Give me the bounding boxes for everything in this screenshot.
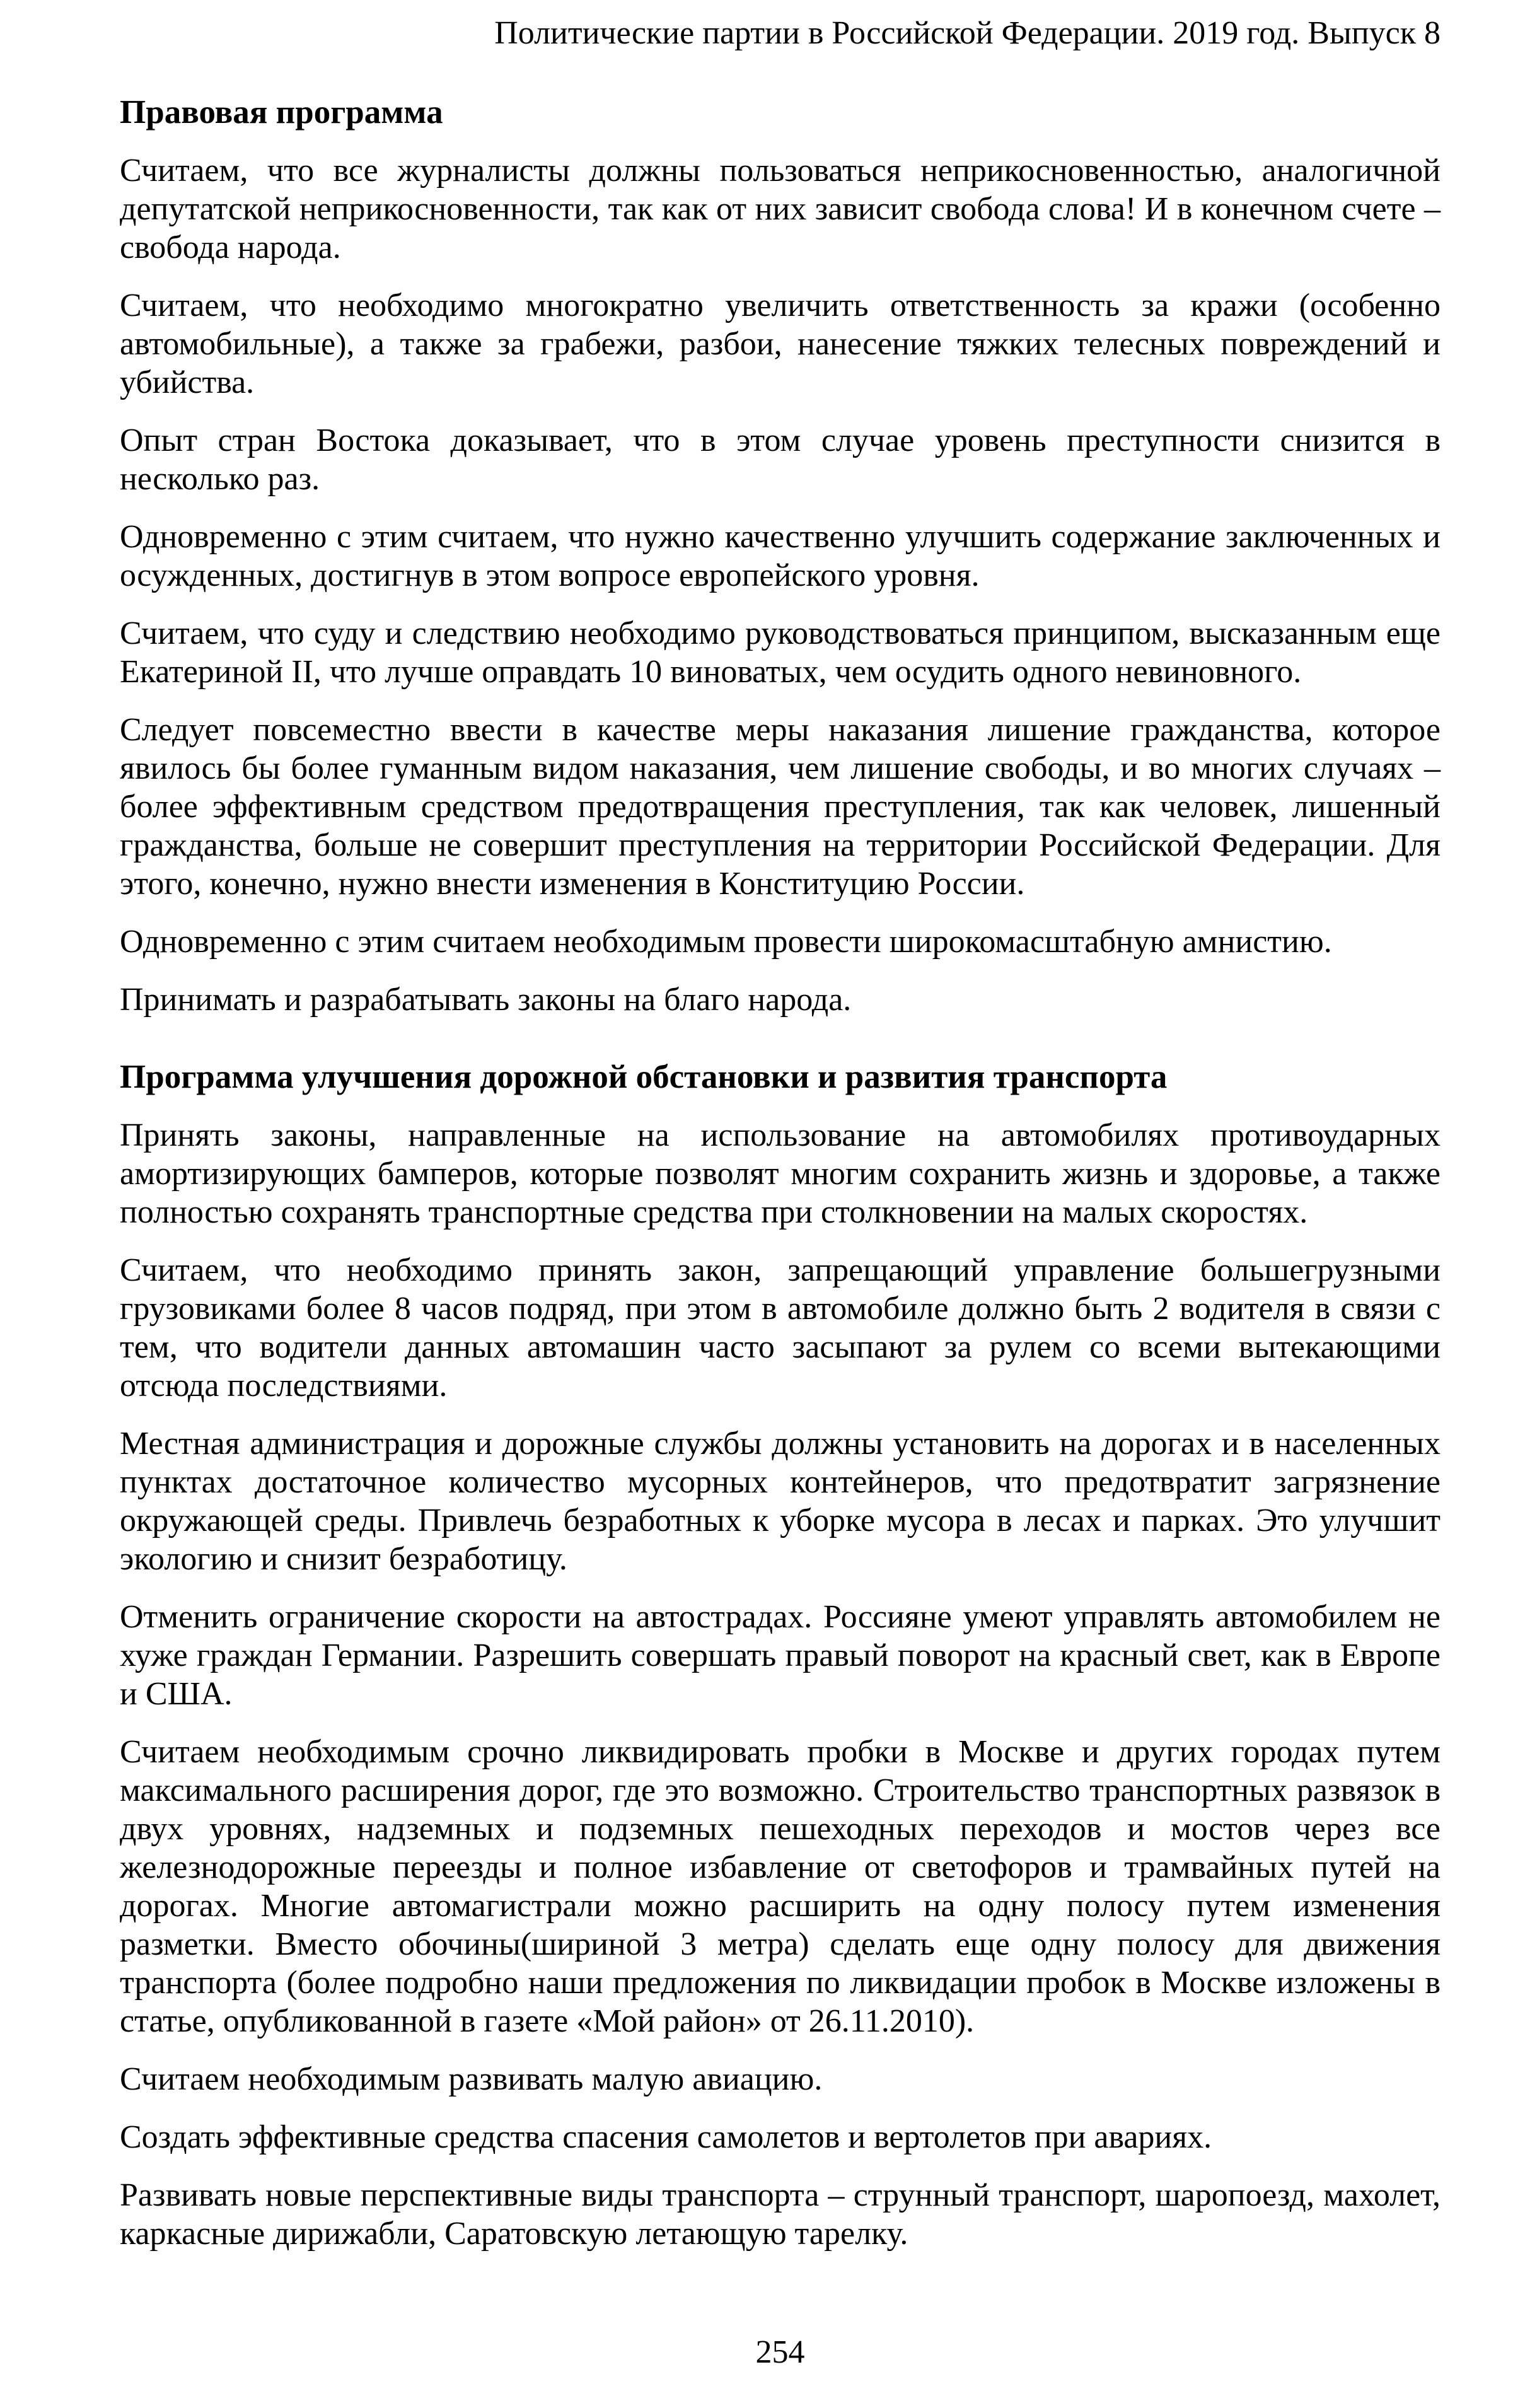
paragraph: Считаем, что все журналисты должны пользоваться неприкосновенностью, аналогичной депутатской неприкосновенности, так как от них зависит свобода слова! И в конечном счете – свобода народа. bbox=[120, 153, 1441, 265]
paragraph: Считаем, что суду и следствию необходимо руководствоваться принципом, высказанным еще Екатериной II, что лучше оправдать 10 виноватых, чем осудить одного невиновного. bbox=[120, 615, 1441, 690]
section-transport-program bbox=[120, 1058, 1441, 2253]
paragraph: Считаем необходимым срочно ликвидировать пробки в Москве и других городах путем максимального расширения дорог, где это возможно. Строительство транспортных развязок в двух уровнях, надземных и подземных пешеходных переходов и мостов через все железнодорожные переезды и полное избавление от светофоров и трамвайных путей на дорогах. Многие автомагистрали можно расширить на одну полосу путем изменения разметки. Вместо обочины(шириной 3 метра) сделать еще одну полосу для движения транспорта (более подробно наши предложения по ликвидации пробок в Москве изложены в статье, опубликованной в газете «Мой район» от 26.11.2010). bbox=[120, 1734, 1441, 2039]
running-header: Политические партии в Российской Федерации. 2019 год. Выпуск 8 bbox=[494, 15, 1441, 51]
paragraph: Одновременно с этим считаем необходимым провести широкомасштабную амнистию. bbox=[120, 924, 1332, 960]
paragraph: Создать эффективные средства спасения самолетов и вертолетов при авариях. bbox=[120, 2119, 1212, 2155]
paragraph: Принимать и разрабатывать законы на благо народа. bbox=[120, 982, 852, 1018]
section-legal-program bbox=[120, 93, 1441, 1019]
paragraph: Местная администрация и дорожные службы должны установить на дорогах и в населенных пунктах достаточное количество мусорных контейнеров, что предотвратит загрязнение окружающей среды. Привлечь безработных к уборке мусора в лесах и парках. Это улучшит экологию и снизит безработицу. bbox=[120, 1426, 1441, 1577]
paragraph: Опыт стран Востока доказывает, что в этом случае уровень преступности снизится в несколько раз. bbox=[120, 422, 1441, 497]
paragraph: Принять законы, направленные на использование на автомобилях противоударных амортизирующих бамперов, которые позволят многим сохранить жизнь и здоровье, а также полностью сохранять транспортные средства при столкновении на малых скоростях. bbox=[120, 1117, 1441, 1230]
paragraph: Считаем, что необходимо принять закон, запрещающий управление большегрузными грузовиками более 8 часов подряд, при этом в автомобиле должно быть 2 водителя в связи с тем, что водители данных автомашин часто засыпают за рулем со всеми вытекающими отсюда последствиями. bbox=[120, 1252, 1441, 1404]
paragraph: Отменить ограничение скорости на автострадах. Россияне умеют управлять автомобилем не хуже граждан Германии. Разрешить совершать правый поворот на красный свет, как в Европе и США. bbox=[120, 1599, 1441, 1712]
paragraph: Считаем, что необходимо многократно увеличить ответственность за кражи (особенно автомобильные), а также за грабежи, разбои, нанесение тяжких телесных повреждений и убийства. bbox=[120, 288, 1441, 400]
paragraph: Развивать новые перспективные виды транспорта – струнный транспорт, шаропоезд, махолет, каркасные дирижабли, Саратовскую летающую тарелку. bbox=[120, 2177, 1441, 2252]
section-heading-legal-program: Правовая программа bbox=[120, 94, 443, 131]
page-number: 254 bbox=[755, 2334, 805, 2370]
paragraph: Следует повсеместно ввести в качестве меры наказания лишение гражданства, которое явилось бы более гуманным видом наказания, чем лишение свободы, и во многих случаях – более эффективным средством предотвращения преступления, так как человек, лишенный гражданства, больше не совершит преступления на территории Российской Федерации. Для этого, конечно, нужно внести изменения в Конституцию России. bbox=[120, 712, 1441, 902]
paragraph: Считаем необходимым развивать малую авиацию. bbox=[120, 2061, 823, 2097]
page-content bbox=[120, 93, 1441, 2253]
paragraph: Одновременно с этим считаем, что нужно качественно улучшить содержание заключенных и осужденных, достигнув в этом вопросе европейского уровня. bbox=[120, 519, 1441, 593]
section-heading-transport-program: Программа улучшения дорожной обстановки и развития транспорта bbox=[120, 1059, 1168, 1095]
